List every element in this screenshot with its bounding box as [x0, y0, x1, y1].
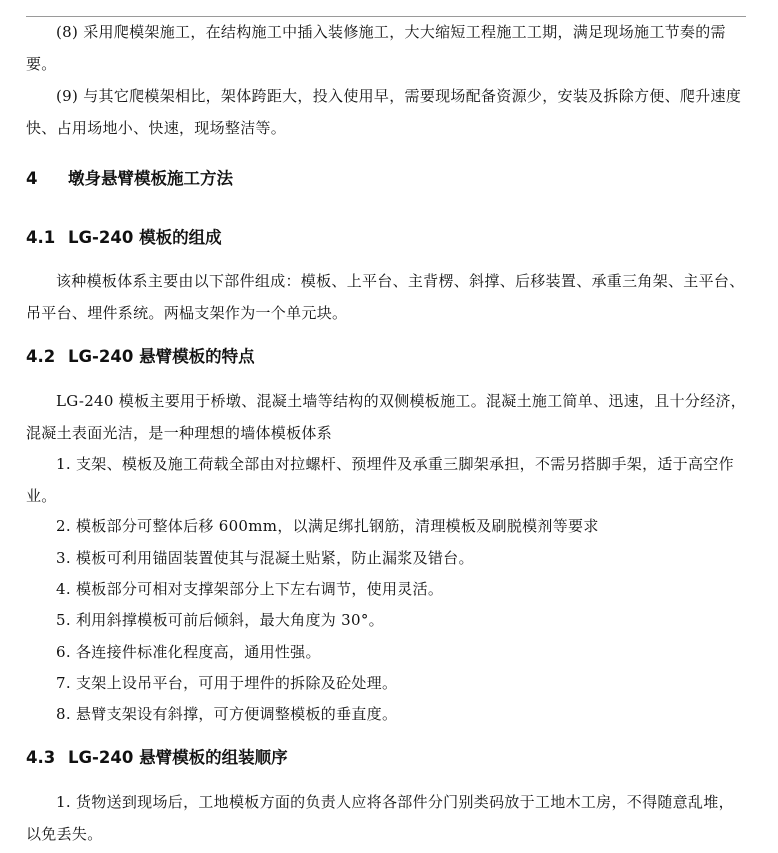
section-4-2-item-4: 4. 模板部分可相对支撑架部分上下左右调节，使用灵活。	[56, 580, 444, 598]
section-4-1-body: 该种模板体系主要由以下部件组成：模板、上平台、主背楞、斜撑、后移装置、承重三角架、主平台、吊平台、埋件系统。两榀支架作为一个单元块。	[26, 272, 745, 322]
section-4-title: 墩身悬臂模板施工方法	[68, 169, 233, 188]
section-4-2-item-3: 3. 模板可利用锚固装置使其与混凝土贴紧，防止漏浆及错台。	[56, 549, 474, 567]
section-4-3-title: LG-240 悬臂模板的组装顺序	[68, 748, 288, 767]
section-4-2-item-6: 6. 各连接件标准化程度高，通用性强。	[56, 643, 321, 661]
section-4-2-number: 4.2	[26, 347, 56, 366]
section-4-2-item-5: 5. 利用斜撑模板可前后倾斜，最大角度为 30°。	[56, 611, 384, 629]
section-4-3-item-1: 1. 货物送到现场后，工地模板方面的负责人应将各部件分门别类码放于工地木工房，不得随意乱堆，以免丢失。	[26, 793, 734, 843]
section-4-2-item-2: 2. 模板部分可整体后移 600mm，以满足绑扎钢筋，清理模板及刷脱模剂等要求	[56, 517, 599, 535]
section-4-3-heading	[26, 746, 288, 770]
section-4-2-heading	[26, 345, 255, 369]
paragraph-9: (9) 与其它爬模架相比，架体跨距大，投入使用早，需要现场配备资源少，安装及拆除方便、爬升速度快、占用场地小、快速，现场整洁等。	[26, 87, 742, 137]
section-4-1-number: 4.1	[26, 228, 56, 247]
section-4-heading	[26, 167, 233, 191]
section-4-2-item-1: 1. 支架、模板及施工荷载全部由对拉螺杆、预埋件及承重三脚架承担，不需另搭脚手架，适于高空作业。	[26, 455, 734, 505]
section-4-2-intro: LG-240 模板主要用于桥墩、混凝土墙等结构的双侧模板施工。混凝土施工简单、迅速，且十分经济，混凝土表面光洁，是一种理想的墙体模板体系	[26, 392, 747, 442]
section-4-2-title: LG-240 悬臂模板的特点	[68, 347, 255, 366]
paragraph-8: (8) 采用爬模架施工，在结构施工中插入装修施工，大大缩短工程施工工期，满足现场施工节奏的需要。	[26, 23, 726, 73]
section-4-1-title: LG-240 模板的组成	[68, 228, 222, 247]
section-4-3-number: 4.3	[26, 748, 56, 767]
section-4-2-item-8: 8. 悬臂支架设有斜撑，可方便调整模板的垂直度。	[56, 705, 398, 723]
section-4-number: 4	[26, 169, 38, 188]
section-4-2-item-7: 7. 支架上设吊平台，可用于埋件的拆除及砼处理。	[56, 674, 398, 692]
section-4-1-heading	[26, 226, 222, 250]
